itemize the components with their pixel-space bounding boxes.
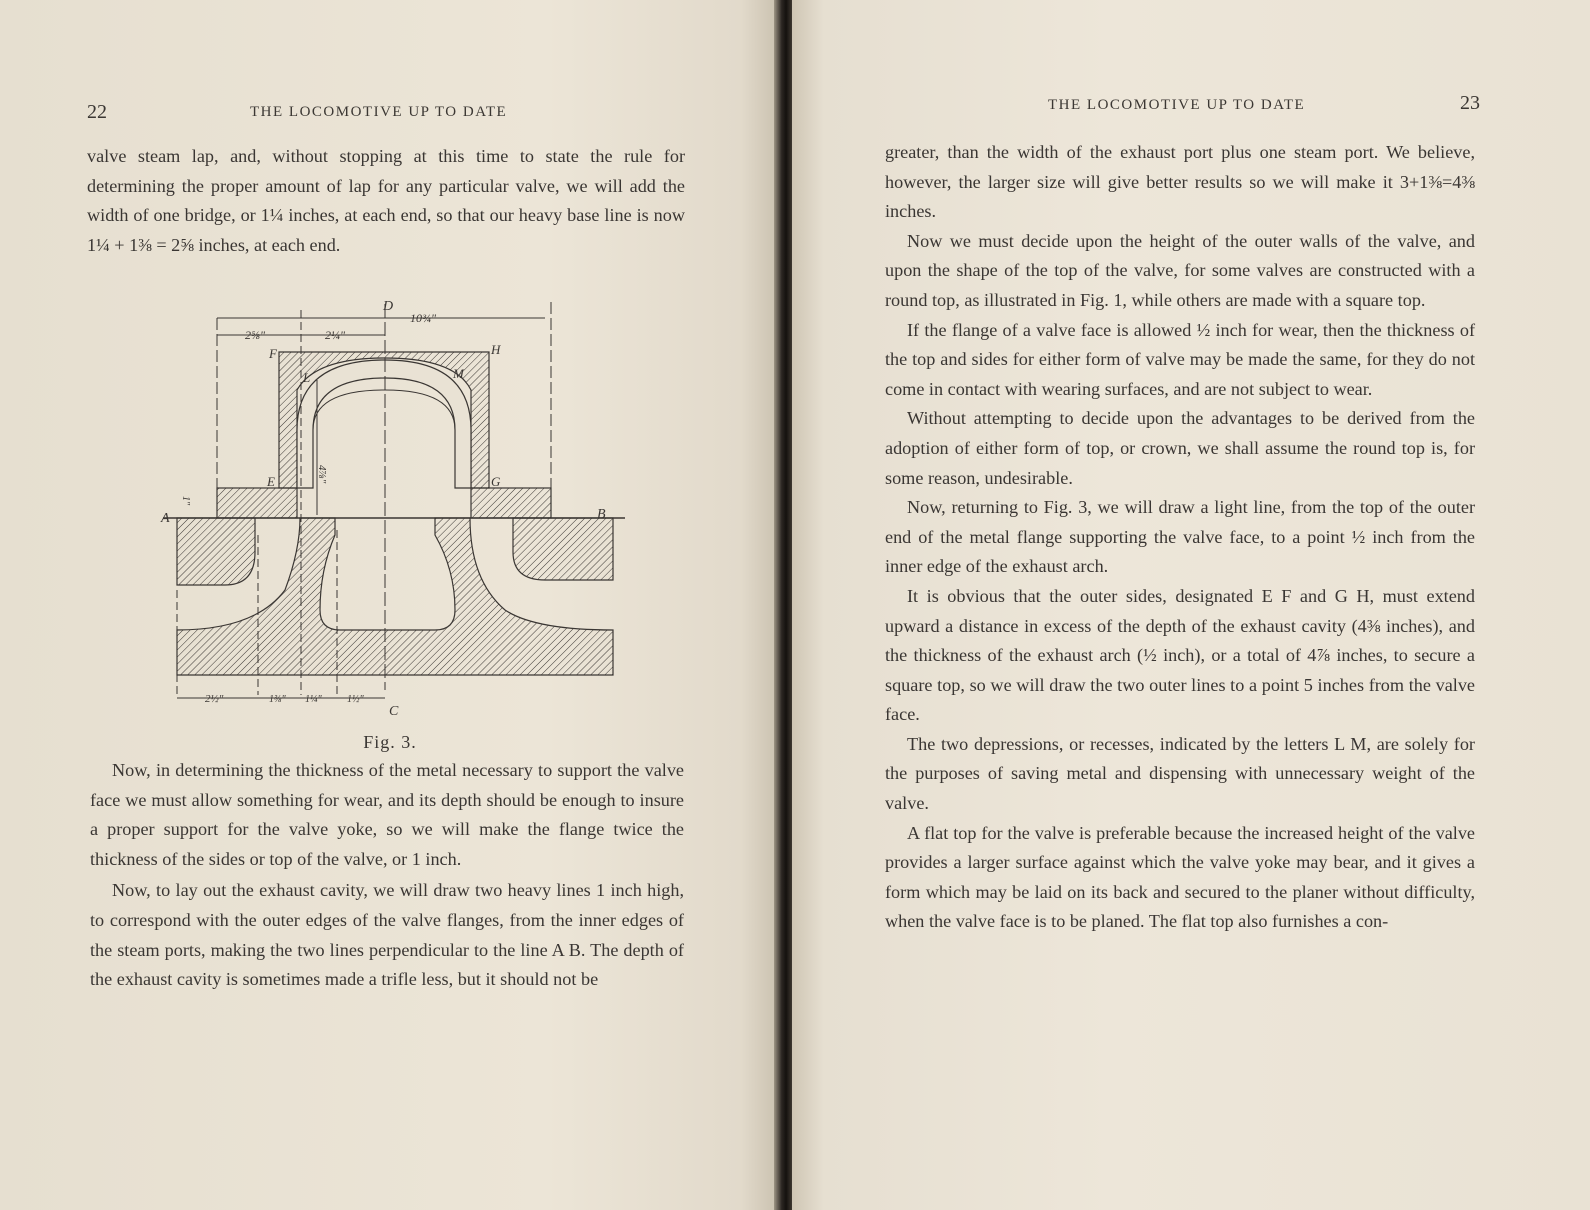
paragraph: If the flange of a valve face is allowed ½ inch for wear, then the thickness of the top and sides for either form of valve may be made the same, for they do not come in contact with wearing surfaces, and are not subject to wear. [885, 319, 1475, 399]
label-e: E [267, 474, 275, 489]
figure-3-diagram [155, 290, 635, 720]
text-block-bottom [90, 756, 684, 995]
dim-overall-width: 10¾" [410, 311, 437, 325]
text-block-top [87, 142, 685, 260]
paragraph: The two depressions, or recesses, indicated by the letters L M, are solely for the purposes of saving metal and dispensing with unnecessary weight of the valve. [885, 733, 1475, 814]
valve-flange-right [471, 488, 551, 518]
paragraph: Without attempting to decide upon the advantages to be derived from the adoption of either form of top, or crown, we shall assume the round top is, for some reason, undesirable. [885, 408, 1475, 488]
page-number: 23 [1460, 92, 1480, 114]
arch-inner-hatch [313, 390, 455, 488]
label-m: M [453, 366, 464, 381]
dim-height: 4⅞" [316, 465, 328, 484]
dim-bottom-3: 1¼" [305, 694, 322, 705]
figure-caption: Fig. 3. [363, 732, 417, 752]
dim-top-left: 2⅝" [245, 328, 266, 342]
right-page [792, 0, 1590, 1210]
dim-bottom-4: 1½" [347, 694, 364, 705]
label-c: C [389, 704, 399, 719]
dim-flange: 1" [180, 496, 191, 506]
running-head: THE LOCOMOTIVE UP TO DATE [250, 104, 508, 120]
paragraph: greater, than the width of the exhaust port plus one steam port. We believe, however, the larger size will give better results so we will make it 3+1⅜=4⅜ inches. [885, 142, 1475, 222]
paragraph: It is obvious that the outer sides, designated E F and G H, must extend upward a distance in excess of the depth of the exhaust cavity (4⅜ inches), and the thickness of the exhaust arch (½ inch), or a total of 4⅞ inches, to secure a square top, so we will draw the two outer lines to a point 5 inches from the valve face. [885, 585, 1475, 725]
label-h: H [491, 342, 501, 357]
label-l: L [303, 370, 311, 385]
label-b: B [597, 507, 606, 522]
text-block [885, 138, 1475, 937]
label-f: F [269, 346, 277, 361]
valve-seat-casting [177, 518, 613, 675]
label-d: D [383, 299, 394, 314]
label-a: A [161, 511, 170, 526]
paragraph: A flat top for the valve is preferable because the increased height of the valve provides a larger surface against which the valve yoke may bear, and it gives a form which may be laid on its back and secured to the planer without difficulty, when the valve face is to be planed. The flat top also furnishes a con- [885, 822, 1475, 932]
left-page [0, 0, 780, 1210]
paragraph: valve steam lap, and, without stopping at this time to state the rule for determining the proper amount of lap for any particular valve, we will add the width of one bridge, or 1¼ inches, at each end, so that our heavy base line is now 1¼ + 1⅜ = 2⅝ inches, at each end. [87, 146, 685, 255]
dim-bottom-1: 2½" [205, 693, 224, 705]
valve-flange-left [217, 488, 297, 518]
running-head: THE LOCOMOTIVE UP TO DATE [1048, 97, 1306, 113]
paragraph: Now, returning to Fig. 3, we will draw a light line, from the top of the outer end of the metal flange supporting the valve face, to a point ½ inch from the inner edge of the exhaust arch. [885, 497, 1475, 577]
paragraph: Now we must decide upon the height of the outer walls of the valve, and upon the shape of the top of the valve, for some valves are constructed with a round top, as illustrated in Fig. 1, while others are made with a square top. [885, 230, 1475, 310]
dim-top-middle: 2¼" [325, 328, 346, 342]
label-g: G [491, 474, 501, 489]
page-number: 22 [87, 101, 107, 123]
paragraph: Now, to lay out the exhaust cavity, we will draw two heavy lines 1 inch high, to correspond with the outer edges of the valve flanges, from the inner edges of the steam ports, making the two lines perpendicular to the line A B. The depth of the exhaust cavity is sometimes made a trifle less, but it should not be [90, 880, 684, 990]
paragraph: Now, in determining the thickness of the metal necessary to support the valve face we must allow something for wear, and its depth should be enough to insure a proper support for the valve yoke, so we will make the flange twice the thickness of the sides or top of the valve, or 1 inch. [90, 760, 684, 869]
dim-bottom-2: 1⅜" [269, 694, 286, 705]
